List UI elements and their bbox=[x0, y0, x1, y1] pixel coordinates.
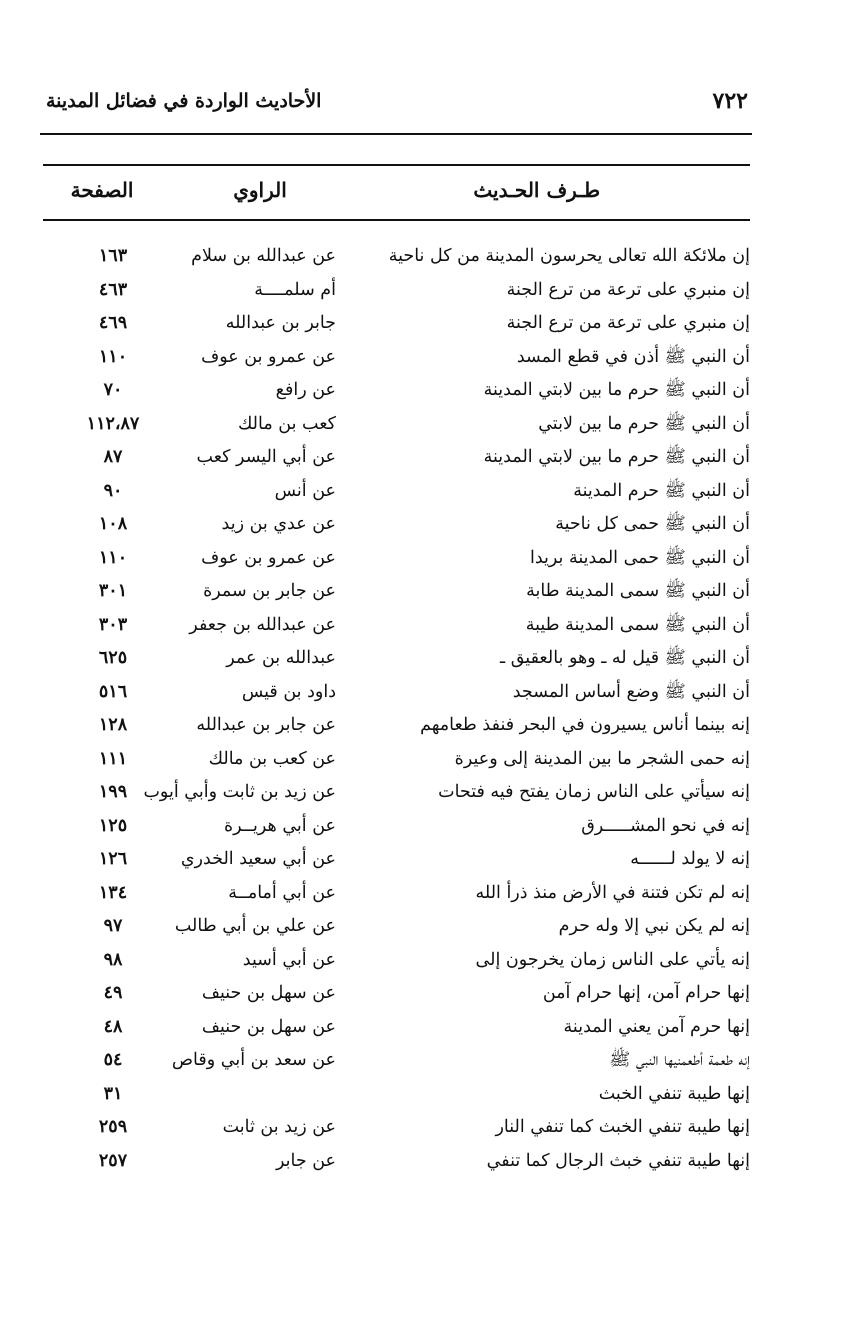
hadith-cell: إنه حمى الشجر ما بين المدينة إلى وعيرة bbox=[454, 748, 750, 769]
hadith-cell: إنه لا يولد لــــــه bbox=[630, 849, 750, 869]
table-row bbox=[40, 944, 752, 978]
page-cell: ٨٧ bbox=[103, 447, 123, 467]
table-top-rule bbox=[43, 164, 750, 166]
hadith-cell: إنها طيبة تنفي خبث الرجال كما تنفي bbox=[486, 1150, 750, 1171]
narrator-cell: عن جابر بن سمرة bbox=[203, 581, 336, 601]
table-row bbox=[40, 1044, 752, 1078]
page-cell: ١٠٨ bbox=[98, 514, 128, 534]
narrator-cell: عن سعد بن أبي وقاص bbox=[171, 1050, 336, 1070]
page-cell: ٥١٦ bbox=[98, 681, 128, 702]
table-row bbox=[40, 743, 752, 777]
narrator-cell: داود بن قيس bbox=[241, 681, 336, 702]
column-header-page: الصفحة bbox=[70, 178, 134, 202]
hadith-cell: أن النبي ﷺ قيل له ـ وهو بالعقيق ـ bbox=[500, 648, 750, 668]
narrator-cell: عن عمرو بن عوف bbox=[201, 547, 336, 568]
page-cell: ٤٦٩ bbox=[98, 313, 128, 333]
page-cell: ١١١ bbox=[98, 748, 128, 769]
table-row bbox=[40, 441, 752, 475]
table-row bbox=[40, 977, 752, 1011]
table-row bbox=[40, 1111, 752, 1145]
hadith-cell: إنها طيبة تنفي الخبث كما تنفي النار bbox=[495, 1117, 750, 1137]
table-row bbox=[40, 1078, 752, 1112]
hadith-cell: أن النبي ﷺ سمى المدينة طيبة bbox=[525, 614, 750, 635]
page-number: ٧٢٢ bbox=[712, 88, 748, 114]
narrator-cell: عن زيد بن ثابت bbox=[222, 1117, 336, 1137]
table-row bbox=[40, 341, 752, 375]
hadith-cell: إنها حرم آمن يعني المدينة bbox=[563, 1016, 750, 1037]
hadith-cell: أن النبي ﷺ وضع أساس المسجد bbox=[512, 681, 750, 702]
page-cell: ١٦٣ bbox=[98, 246, 128, 266]
narrator-cell: عن أبي اليسر كعب bbox=[196, 447, 336, 467]
table-row bbox=[40, 642, 752, 676]
table-row bbox=[40, 776, 752, 810]
hadith-cell: أن النبي ﷺ حرم ما بين لابتي المدينة bbox=[483, 447, 750, 467]
page-cell: ١٢٨ bbox=[98, 715, 128, 735]
table-row bbox=[40, 307, 752, 341]
table-row bbox=[40, 274, 752, 308]
table-row bbox=[40, 609, 752, 643]
narrator-cell: عن جابر بن عبدالله bbox=[196, 715, 336, 735]
narrator-cell: عن أبي أمامــة bbox=[228, 882, 336, 903]
column-header-hadith: طـرف الحـديث bbox=[473, 178, 600, 202]
table-header-rule bbox=[43, 219, 750, 221]
narrator-cell: عن زيد بن ثابت وأبي أيوب bbox=[143, 782, 336, 802]
page-cell: ٢٥٩ bbox=[98, 1117, 128, 1137]
table-row bbox=[40, 542, 752, 576]
page-cell: ٦٢٥ bbox=[98, 648, 128, 668]
hadith-cell: إنه لم يكن نبي إلا وله حرم bbox=[558, 916, 750, 936]
narrator-cell: عن أبي أسيد bbox=[242, 949, 336, 970]
table-row bbox=[40, 475, 752, 509]
narrator-cell: عن سهل بن حنيف bbox=[201, 1016, 336, 1037]
hadith-cell: إن ملائكة الله تعالى يحرسون المدينة من كل ناحية bbox=[388, 246, 750, 266]
table-row bbox=[40, 240, 752, 274]
page-cell: ٤٨ bbox=[103, 1016, 123, 1037]
page-cell: ٣٠٣ bbox=[98, 614, 128, 635]
hadith-cell: أن النبي ﷺ سمى المدينة طابة bbox=[526, 581, 750, 601]
table-row bbox=[40, 374, 752, 408]
page-header bbox=[40, 84, 752, 124]
narrator-cell: عن علي بن أبي طالب bbox=[174, 916, 336, 936]
hadith-cell: إنه بينما أناس يسيرون في البحر فنفذ طعامهم bbox=[420, 715, 750, 735]
narrator-cell: عن عبدالله بن سلام bbox=[191, 246, 336, 266]
table-row bbox=[40, 843, 752, 877]
page-cell: ٤٦٣ bbox=[98, 279, 128, 300]
hadith-cell: أن النبي ﷺ أذن في قطع المسد bbox=[516, 346, 750, 367]
hadith-cell: أن النبي ﷺ حمى المدينة بريدا bbox=[529, 547, 750, 568]
page-cell: ٢٥٧ bbox=[98, 1150, 128, 1171]
table-row bbox=[40, 1145, 752, 1179]
running-title: الأحاديث الواردة في فضائل المدينة bbox=[46, 90, 322, 112]
narrator-cell: عن سهل بن حنيف bbox=[201, 983, 336, 1003]
narrator-cell: أم سلمــــة bbox=[254, 279, 336, 300]
hadith-cell: إنه طعمة أطعمنيها النبي ﷺ bbox=[609, 1050, 750, 1070]
page-cell: ٩٠ bbox=[103, 480, 123, 501]
page-cell: ١٩٩ bbox=[98, 782, 128, 802]
narrator-cell: عن عبدالله بن جعفر bbox=[189, 614, 336, 635]
hadith-index-table bbox=[40, 240, 752, 1178]
hadith-cell: إنه لم تكن فتنة في الأرض منذ ذرأ الله bbox=[475, 882, 750, 903]
page-cell: ١١٠ bbox=[98, 346, 128, 367]
page-cell: ٤٩ bbox=[103, 983, 123, 1003]
page-cell: ٧٠ bbox=[103, 380, 123, 400]
table-row bbox=[40, 408, 752, 442]
narrator-cell: عن أبي هريــرة bbox=[223, 815, 336, 836]
table-row bbox=[40, 709, 752, 743]
hadith-cell: إنها طيبة تنفي الخبث bbox=[598, 1083, 750, 1104]
page-cell: ١٢٦ bbox=[98, 849, 128, 869]
narrator-cell: عن رافع bbox=[275, 380, 336, 400]
narrator-cell: جابر بن عبدالله bbox=[225, 313, 336, 333]
hadith-cell: إن منبري على ترعة من ترع الجنة bbox=[506, 313, 750, 333]
page-cell: ٣٠١ bbox=[98, 581, 128, 601]
narrator-cell: عن عدي بن زيد bbox=[221, 514, 336, 534]
hadith-cell: إنها حرام آمن، إنها حرام آمن bbox=[542, 983, 750, 1003]
hadith-cell: إنه في نحو المشـــــرق bbox=[581, 815, 750, 836]
narrator-cell: كعب بن مالك bbox=[237, 413, 336, 434]
page-cell: ٥٤ bbox=[103, 1050, 123, 1070]
column-header-narrator: الراوي bbox=[233, 178, 287, 202]
narrator-cell: عن أبي سعيد الخدري bbox=[180, 849, 336, 869]
narrator-cell: عن عمرو بن عوف bbox=[201, 346, 336, 367]
page-cell: ١١٢،٨٧ bbox=[86, 413, 140, 434]
narrator-cell: عبدالله بن عمر bbox=[226, 648, 336, 668]
table-row bbox=[40, 508, 752, 542]
hadith-cell: أن النبي ﷺ حرم ما بين لابتي bbox=[538, 413, 750, 434]
page-cell: ٩٨ bbox=[103, 949, 123, 970]
hadith-cell: إن منبري على ترعة من ترع الجنة bbox=[506, 279, 750, 300]
narrator-cell: عن كعب بن مالك bbox=[208, 748, 336, 769]
hadith-cell: إنه يأتي على الناس زمان يخرجون إلى bbox=[475, 949, 750, 970]
page-cell: ٩٧ bbox=[103, 916, 123, 936]
hadith-cell: إنه سيأتي على الناس زمان يفتح فيه فتحات bbox=[438, 782, 750, 802]
narrator-cell: عن أنس bbox=[274, 480, 336, 501]
hadith-cell: أن النبي ﷺ حمى كل ناحية bbox=[555, 514, 750, 534]
page-cell: ١٣٤ bbox=[98, 882, 128, 903]
table-row bbox=[40, 810, 752, 844]
table-row bbox=[40, 877, 752, 911]
header-rule bbox=[40, 133, 752, 135]
table-row bbox=[40, 575, 752, 609]
page-cell: ١١٠ bbox=[98, 547, 128, 568]
table-row bbox=[40, 910, 752, 944]
hadith-cell: أن النبي ﷺ حرم المدينة bbox=[573, 480, 750, 501]
page-cell: ١٢٥ bbox=[98, 815, 128, 836]
narrator-cell: عن جابر bbox=[275, 1150, 336, 1171]
page-cell: ٣١ bbox=[103, 1083, 123, 1104]
hadith-cell: أن النبي ﷺ حرم ما بين لابتي المدينة bbox=[483, 380, 750, 400]
table-row bbox=[40, 1011, 752, 1045]
table-row bbox=[40, 676, 752, 710]
